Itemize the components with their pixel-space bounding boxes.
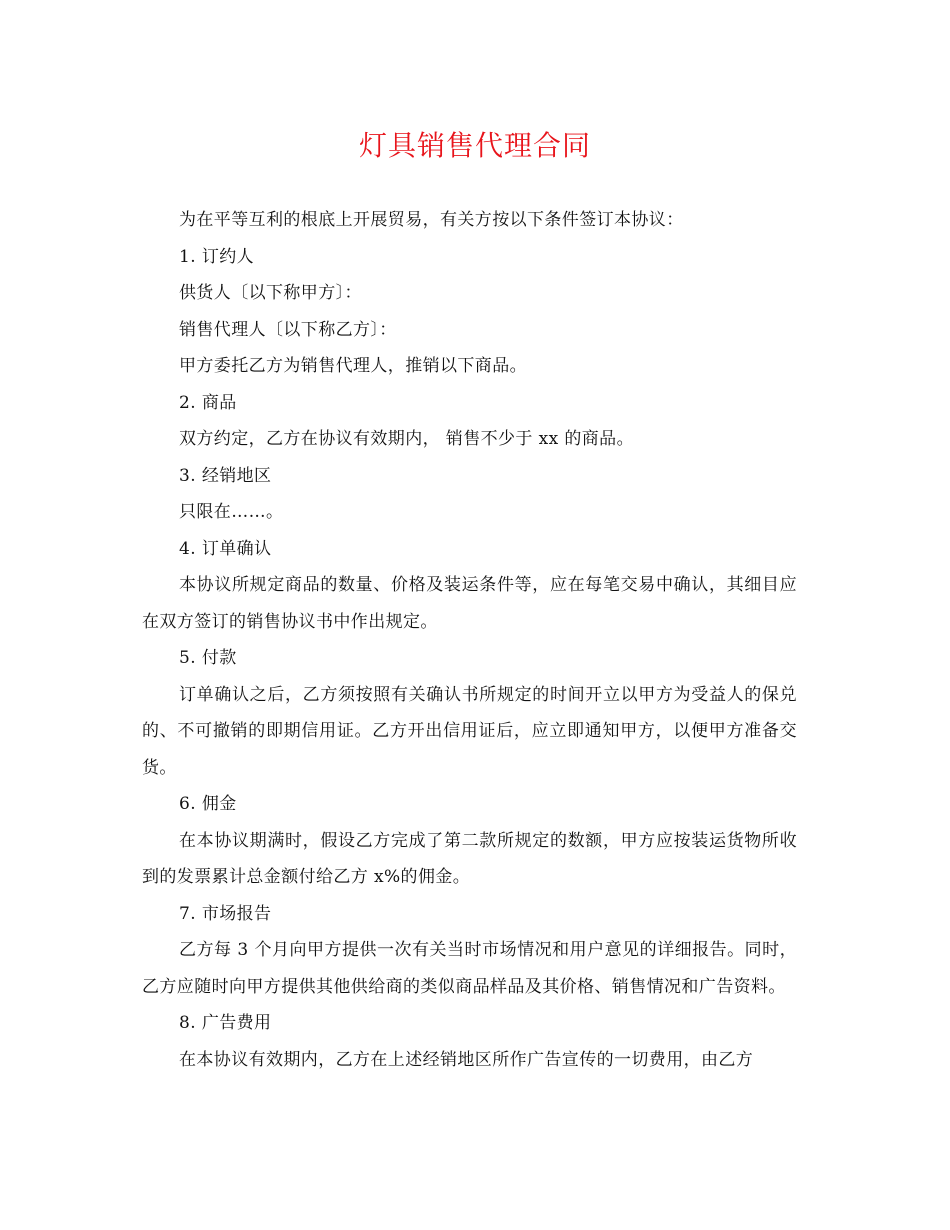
- document-body: [142, 202, 797, 1078]
- section-1-line-1: 供货人〔以下称甲方〕：: [179, 283, 362, 303]
- section-3-paragraph: 只限在……。: [179, 502, 284, 522]
- section-2-paragraph: 双方约定，乙方在协议有效期内， 销售不少于 xx 的商品。: [179, 429, 634, 449]
- intro-paragraph: 为在平等互利的根底上开展贸易，有关方按以下条件签订本协议：: [179, 210, 684, 230]
- document-title: 灯具销售代理合同: [358, 129, 591, 162]
- section-6-paragraph: 在本协议期满时，假设乙方完成了第二款所规定的数额，甲方应按装运货物所收到的发票累计总金额付给乙方 x%的佣金。: [142, 830, 797, 887]
- section-1-heading: 1. 订约人: [179, 246, 255, 267]
- section-7-heading: 7. 市场报告: [179, 903, 272, 924]
- section-4-paragraph: 本协议所规定商品的数量、价格及装运条件等，应在每笔交易中确认，其细目应在双方签订的销售协议书中作出规定。: [142, 575, 797, 632]
- section-8-heading: 8. 广告费用: [179, 1013, 272, 1033]
- section-1-line-2: 销售代理人〔以下称乙方〕：: [179, 319, 397, 340]
- section-3-heading: 3. 经销地区: [179, 465, 272, 486]
- section-5-heading: 5. 付款: [179, 648, 237, 668]
- section-1-line-3: 甲方委托乙方为销售代理人，推销以下商品。: [179, 356, 527, 376]
- section-8-paragraph: 在本协议有效期内，乙方在上述经销地区所作广告宣传的一切费用，由乙方: [179, 1049, 754, 1070]
- section-5-paragraph: 订单确认之后，乙方须按照有关确认书所规定的时间开立以甲方为受益人的保兑的、不可撤销的即期信用证。乙方开出信用证后，应立即通知甲方，以便甲方准备交货。: [142, 684, 797, 778]
- section-7-paragraph: 乙方每 3 个月向甲方提供一次有关当时市场情况和用户意见的详细报告。同时，乙方应随时向甲方提供其他供给商的类似商品样品及其价格、销售情况和广告资料。: [142, 940, 797, 997]
- section-6-heading: 6. 佣金: [179, 794, 237, 814]
- section-2-heading: 2. 商品: [179, 392, 237, 413]
- section-4-heading: 4. 订单确认: [179, 538, 272, 559]
